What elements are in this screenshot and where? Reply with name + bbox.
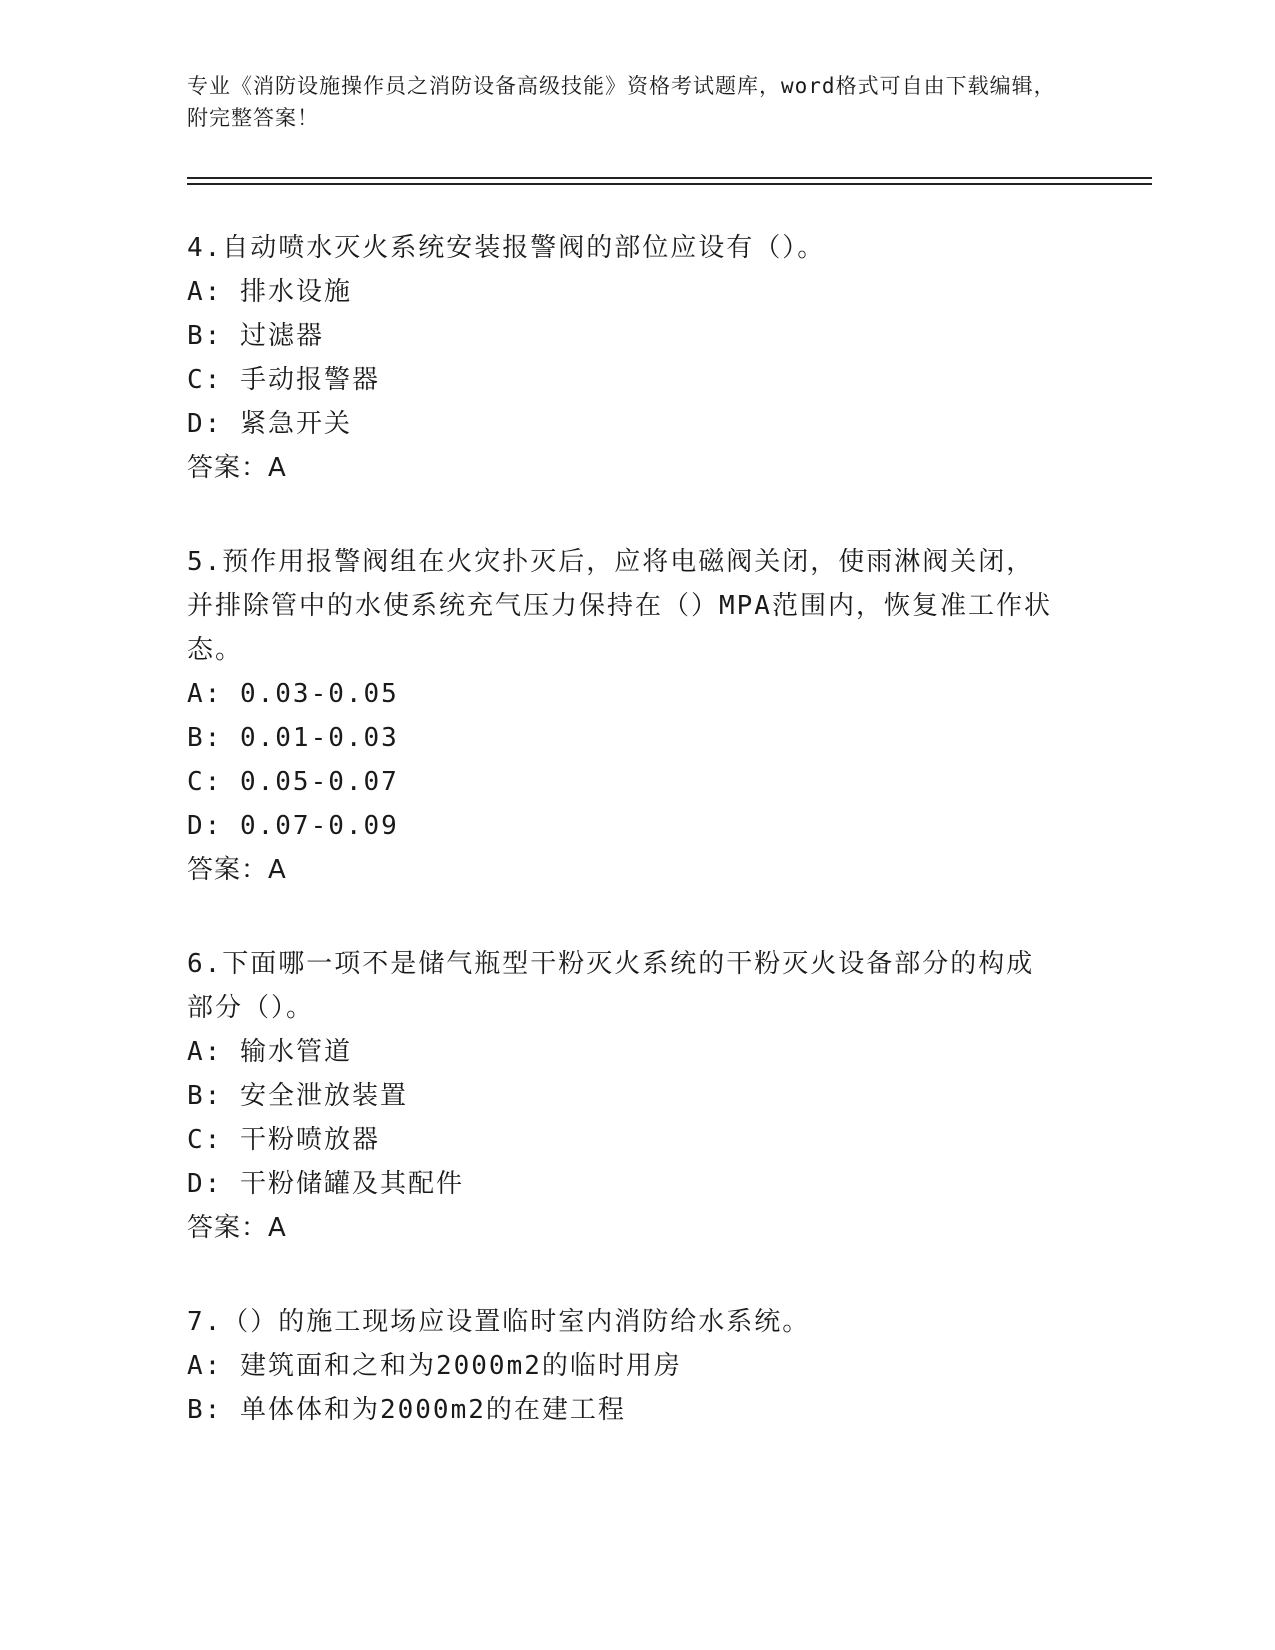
question-5-answer: 答案：A [187, 855, 287, 885]
question-6-option-d: D: 干粉储罐及其配件 [187, 1169, 464, 1199]
question-7-option-b: B: 单体体和为2000m2的在建工程 [187, 1395, 626, 1425]
question-5-stem-line-2: 并排除管中的水使系统充气压力保持在（）MPA范围内，恢复准工作状 [187, 591, 1052, 621]
question-5-stem-line-1: 5.预作用报警阀组在火灾扑灭后，应将电磁阀关闭，使雨淋阀关闭， [187, 547, 1035, 577]
document-intro: 专业《消防设施操作员之消防设备高级技能》资格考试题库，word格式可自由下载编辑，附完整答案！ [187, 74, 1056, 130]
question-6-option-a: A: 输水管道 [187, 1037, 352, 1067]
question-6-answer: 答案：A [187, 1213, 287, 1243]
question-6-option-c: C: 干粉喷放器 [187, 1125, 380, 1155]
header-divider-top [187, 177, 1152, 179]
question-4-answer: 答案：A [187, 453, 287, 483]
question-7-stem: 7.（）的施工现场应设置临时室内消防给水系统。 [187, 1307, 811, 1337]
question-7-option-a: A: 建筑面和之和为2000m2的临时用房 [187, 1351, 682, 1381]
question-4-option-b: B: 过滤器 [187, 321, 324, 351]
question-6-option-b: B: 安全泄放装置 [187, 1081, 408, 1111]
header-divider-bottom [187, 183, 1152, 185]
question-4-stem: 4.自动喷水灭火系统安装报警阀的部位应设有（）。 [187, 233, 826, 263]
question-5-stem-line-3: 态。 [187, 635, 244, 665]
question-5-option-b: B: 0.01-0.03 [187, 723, 399, 753]
question-4-option-c: C: 手动报警器 [187, 365, 380, 395]
question-4-option-d: D: 紧急开关 [187, 409, 352, 439]
question-5-option-c: C: 0.05-0.07 [187, 767, 399, 797]
question-4-option-a: A: 排水设施 [187, 277, 352, 307]
question-5-option-a: A: 0.03-0.05 [187, 679, 399, 709]
question-6-stem-line-1: 6.下面哪一项不是储气瓶型干粉灭火系统的干粉灭火设备部分的构成 [187, 949, 1035, 979]
question-6-stem-line-2: 部分（）。 [187, 993, 315, 1023]
question-5-option-d: D: 0.07-0.09 [187, 811, 399, 841]
